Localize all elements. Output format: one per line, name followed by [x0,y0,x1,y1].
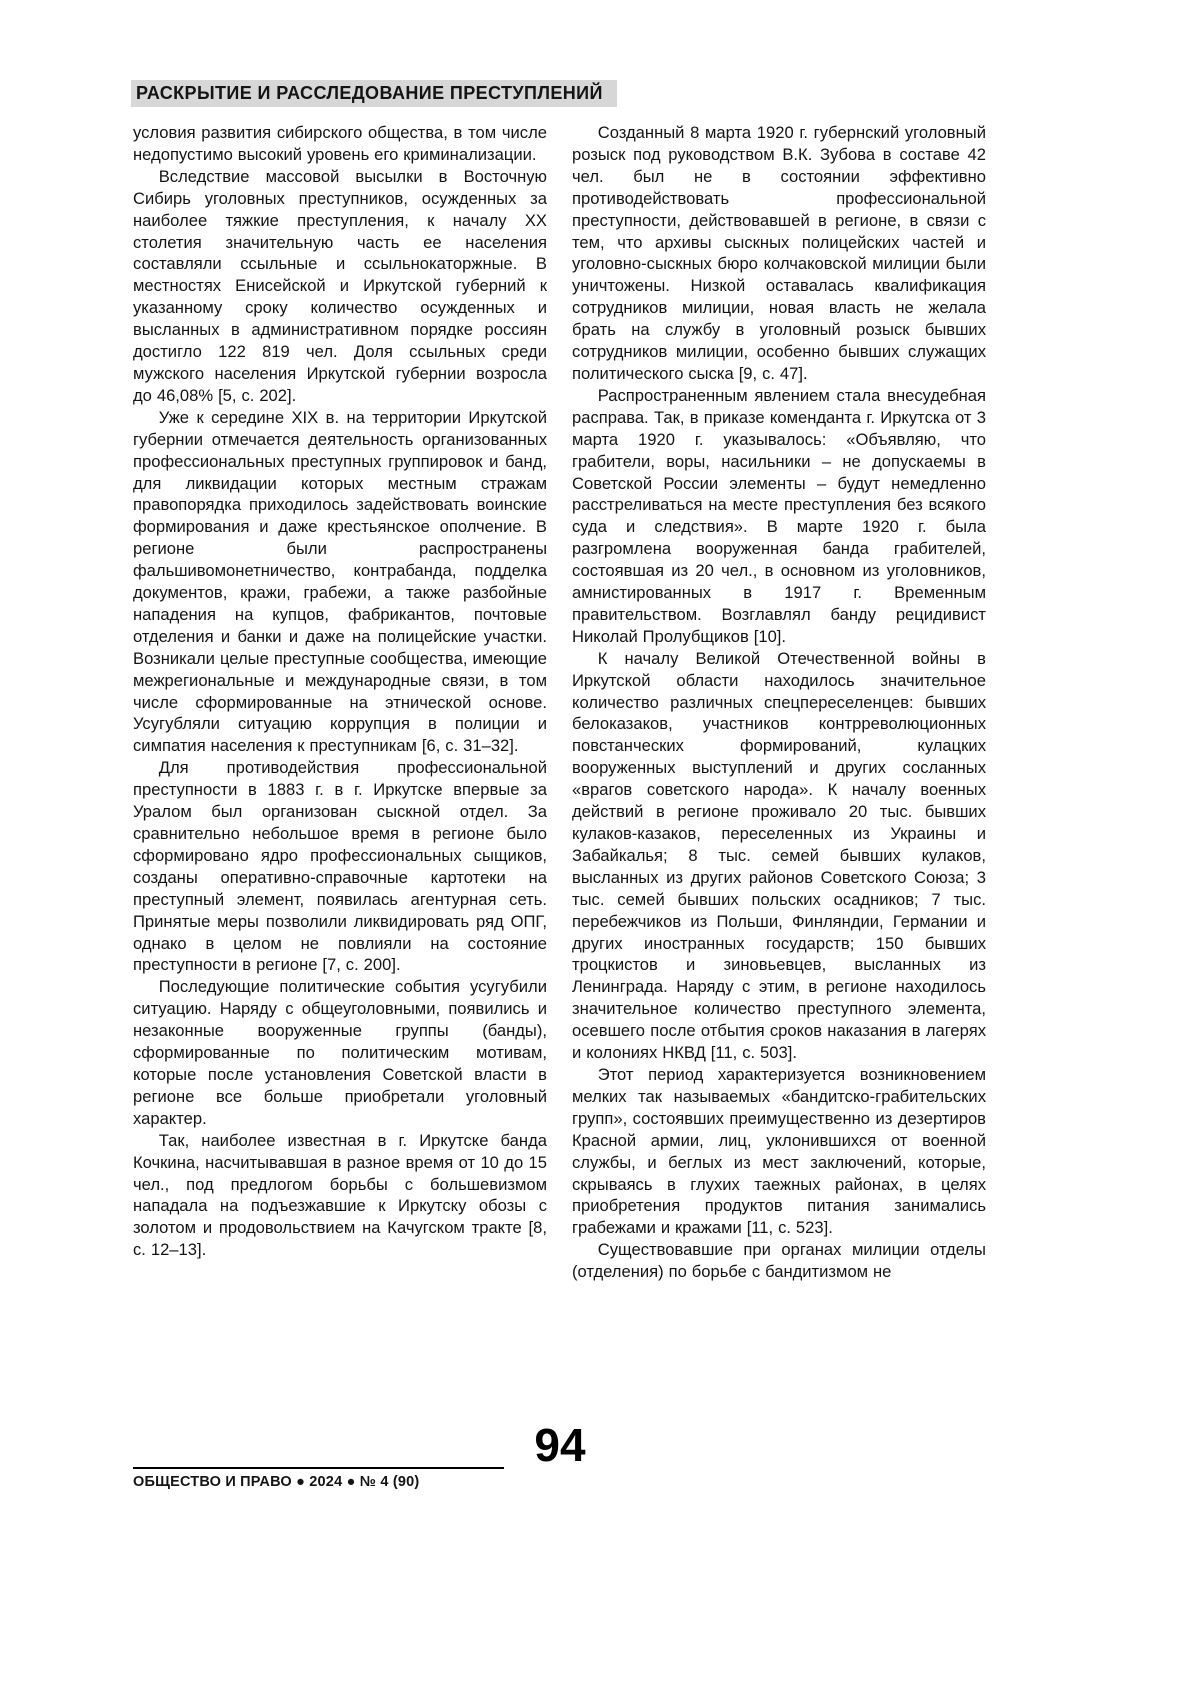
page-number: 94 [534,1419,586,1471]
paragraph: Существовавшие при органах милиции отделы (отделения) по борьбе с бандитизмом не [572,1240,986,1282]
left-column [133,122,547,1283]
section-title: РАСКРЫТИЕ И РАССЛЕДОВАНИЕ ПРЕСТУПЛЕНИЙ [136,83,603,103]
paragraph: Вследствие массовой высылки в Восточную Сибирь уголовных преступников, осужденных за наиболее тяжкие преступления, к началу XX столетия значительную часть ее населения составляли ссыльные и ссыльнокаторжные. В местностях Енисейской и Иркутской губерний к указанному сроку количество осужденных и высланных в административном порядке россиян достигло 122 819 чел. Доля ссыльных среди мужского населения Иркутской губернии возросла до 46,08% [5, с. 202]. [133,166,547,405]
footer-rule [133,1467,504,1469]
paragraph: Для противодействия профессиональной преступности в 1883 г. в г. Иркутске впервые за Уралом был организован сыскной отдел. За сравнительно небольшое время в регионе было сформировано ядро профессиональных сыщиков, созданы оперативно-справочные картотеки на преступный элемент, появилась агентурная сеть. Принятые меры позволили ликвидировать ряд ОПГ, однако в целом не повлияли на состояние преступности в регионе [7, с. 200]. [133,758,547,975]
paragraph: Уже к середине XIX в. на территории Иркутской губернии отмечается деятельность организованных профессиональных преступных группировок и банд, для ликвидации которых местным стражам правопорядка приходилось задействовать воинские формирования и даже крестьянское ополчение. В регионе были распространены фальшивомонетничество, контрабанда, подделка документов, кражи, грабежи, а также разбойные нападения на купцов, фабрикантов, почтовые отделения и банки и даже на полицейские участки. Возникали целые преступные сообщества, имеющие межрегиональные и международные связи, в том числе сформированные на этнической основе. Усугубляли ситуацию коррупция в полиции и симпатия населения к преступникам [6, с. 31–32]. [133,407,547,756]
paragraph: Так, наиболее известная в г. Иркутске банда Кочкина, насчитывавшая в разное время от 10 до 15 чел., под предлогом борьбы с большевизмом нападала на подъезжавшие к Иркутску обозы с золотом и продовольствием на Качугском тракте [8, с. 12–13]. [133,1130,547,1260]
paragraph: Распространенным явлением стала внесудебная расправа. Так, в приказе коменданта г. Иркутска от 3 марта 1920 г. указывалось: «Объявляю, что грабители, воры, насильники – не допускаемы в Советской России элементы – будут немедленно расстреливаться на месте преступления без всякого суда и следствия». В марте 1920 г. была разгромлена вооруженная банда грабителей, состоявшая из 20 чел., в основном из уголовников, амнистированных в 1917 г. Временным правительством. Возглавлял банду рецидивист Николай Пролубщиков [10]. [572,385,986,646]
paragraph: условия развития сибирского общества, в том числе недопустимо высокий уровень его криминализации. [133,123,547,164]
article-body [133,122,986,1283]
right-column [572,122,986,1283]
paragraph: Этот период характеризуется возникновением мелких так называемых «бандитско-грабительских групп», состоявших преимущественно из дезертиров Красной армии, лиц, уклонившихся от военной службы, и беглых из мест заключений, которые, скрываясь в глухих таежных районах, в целях приобретения продуктов питания занимались грабежами и кражами [11, с. 523]. [572,1064,986,1238]
paragraph: Последующие политические события усугубили ситуацию. Наряду с общеуголовными, появились и незаконные вооруженные группы (банды), сформированные по политическим мотивам, которые после установления Советской власти в регионе все больше приобретали уголовный характер. [133,977,547,1128]
paragraph: Созданный 8 марта 1920 г. губернский уголовный розыск под руководством В.К. Зубова в составе 42 чел. был не в состоянии эффективно противодействовать профессиональной преступности, действовавшей в регионе, в связи с тем, что архивы сыскных полицейских частей и уголовно-сыскных бюро колчаковской милиции были уничтожены. Низкой оставалась квалификация сотрудников милиции, новая власть не желала брать на службу в уголовный розыск бывших сотрудников милиции, особенно бывших служащих политического сыска [9, с. 47]. [572,123,986,383]
section-header-banner [131,80,617,107]
paragraph: К началу Великой Отечественной войны в Иркутской области находилось значительное количество различных спецпереселенцев: бывших белоказаков, участников контрреволюционных повстанческих формирований, кулацких вооруженных выступлений и других сосланных «врагов советского народа». К началу военных действий в регионе проживало 20 тыс. бывших кулаков-казаков, переселенных из Украины и Забайкалья; 8 тыс. семей бывших кулаков, высланных из других районов Советского Союза; 3 тыс. семей бывших польских осадников; 7 тыс. перебежчиков из Польши, Финляндии, Германии и других иностранных государств; 150 бывших троцкистов и зиновьевцев, высланных из Ленинграда. Наряду с этим, в регионе находилось значительное количество преступного элемента, осевшего после отбытия сроков наказания в лагерях и колониях НКВД [11, с. 503]. [572,648,986,1063]
journal-footer-info: ОБЩЕСТВО И ПРАВО ● 2024 ● № 4 (90) [133,1474,420,1490]
